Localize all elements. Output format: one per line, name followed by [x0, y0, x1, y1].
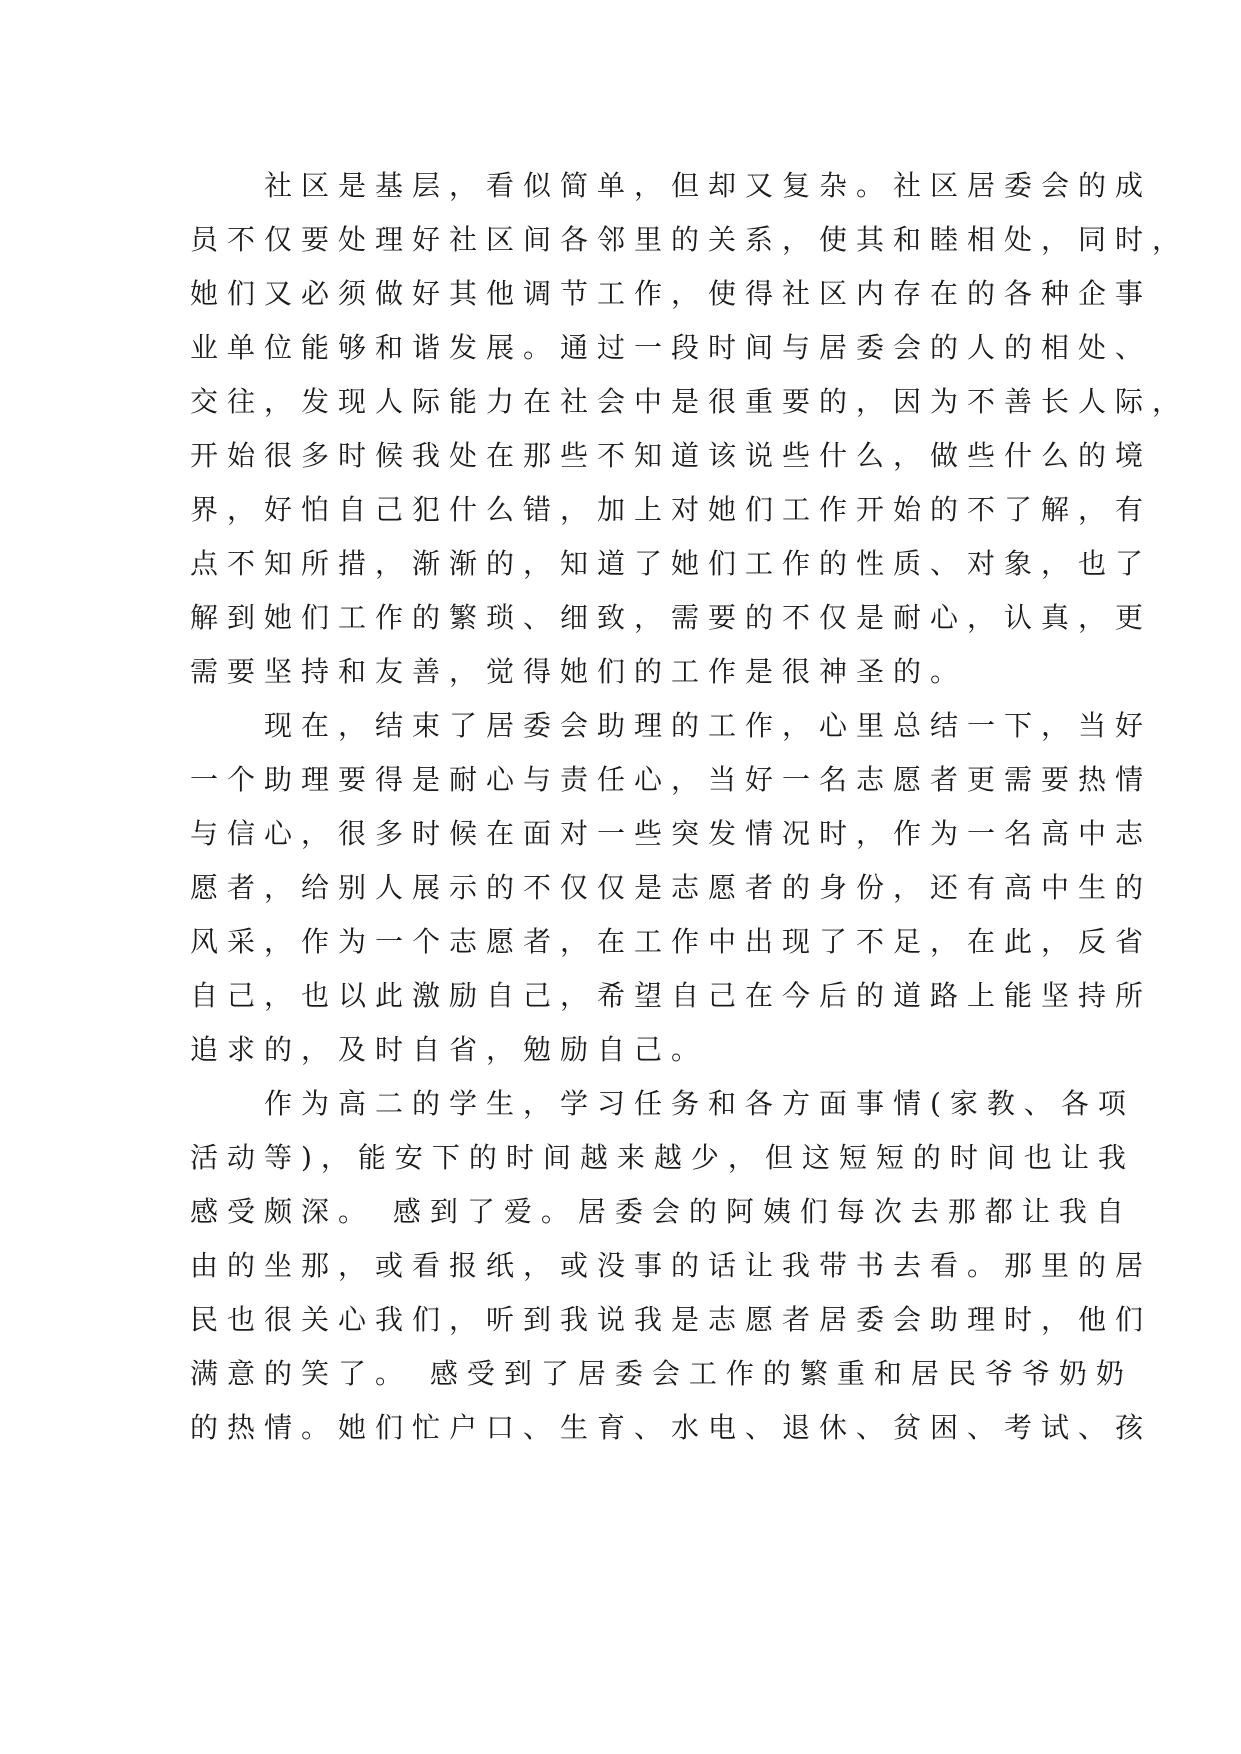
text-line: 交往，发现人际能力在社会中是很重要的，因为不善长人际，: [190, 385, 1190, 418]
text-line: 感受颇深。 感到了爱。居委会的阿姨们每次去那都让我自: [190, 1195, 1133, 1228]
text-line: 现在，结束了居委会助理的工作，心里总结一下，当好: [190, 709, 1153, 742]
text-line: 民也很关心我们，听到我说我是志愿者居委会助理时，他们: [190, 1303, 1153, 1336]
paragraph-3: [190, 1077, 1153, 1455]
text-line: 需要坚持和友善，觉得她们的工作是很神圣的。: [190, 655, 968, 688]
text-line: 一个助理要得是耐心与责任心，当好一名志愿者更需要热情: [190, 763, 1153, 796]
text-line: 愿者，给别人展示的不仅仅是志愿者的身份，还有高中生的: [190, 871, 1153, 904]
text-line: 活动等)，能安下的时间越来越少，但这短短的时间也让我: [190, 1141, 1135, 1174]
text-line: 点不知所措，渐渐的，知道了她们工作的性质、对象，也了: [190, 547, 1153, 580]
text-line: 员不仅要处理好社区间各邻里的关系，使其和睦相处，同时，: [190, 223, 1190, 256]
text-line: 与信心，很多时候在面对一些突发情况时，作为一名高中志: [190, 817, 1153, 850]
text-line: 风采，作为一个志愿者，在工作中出现了不足，在此，反省: [190, 925, 1153, 958]
text-line: 她们又必须做好其他调节工作，使得社区内存在的各种企事: [190, 277, 1153, 310]
text-line: 业单位能够和谐发展。通过一段时间与居委会的人的相处、: [190, 331, 1153, 364]
text-line: 自己，也以此激励自己，希望自己在今后的道路上能坚持所: [190, 979, 1153, 1012]
text-line: 界，好怕自己犯什么错，加上对她们工作开始的不了解，有: [190, 493, 1153, 526]
text-line: 开始很多时候我处在那些不知道该说些什么，做些什么的境: [190, 439, 1153, 472]
text-line: 社区是基层，看似简单，但却又复杂。社区居委会的成: [190, 169, 1153, 202]
text-line: 由的坐那，或看报纸，或没事的话让我带书去看。那里的居: [190, 1249, 1153, 1282]
paragraph-2: [190, 699, 1153, 1077]
document-body: [190, 159, 1190, 1455]
text-line: 的热情。她们忙户口、生育、水电、退休、贫困、考试、孩: [190, 1411, 1153, 1444]
text-line: 解到她们工作的繁琐、细致，需要的不仅是耐心，认真，更: [190, 601, 1153, 634]
paragraph-1: [190, 159, 1190, 699]
text-line: 追求的，及时自省，勉励自己。: [190, 1033, 709, 1066]
text-line: 作为高二的学生，学习任务和各方面事情(家教、各项: [190, 1087, 1135, 1120]
text-line: 满意的笑了。 感受到了居委会工作的繁重和居民爷爷奶奶: [190, 1357, 1133, 1390]
